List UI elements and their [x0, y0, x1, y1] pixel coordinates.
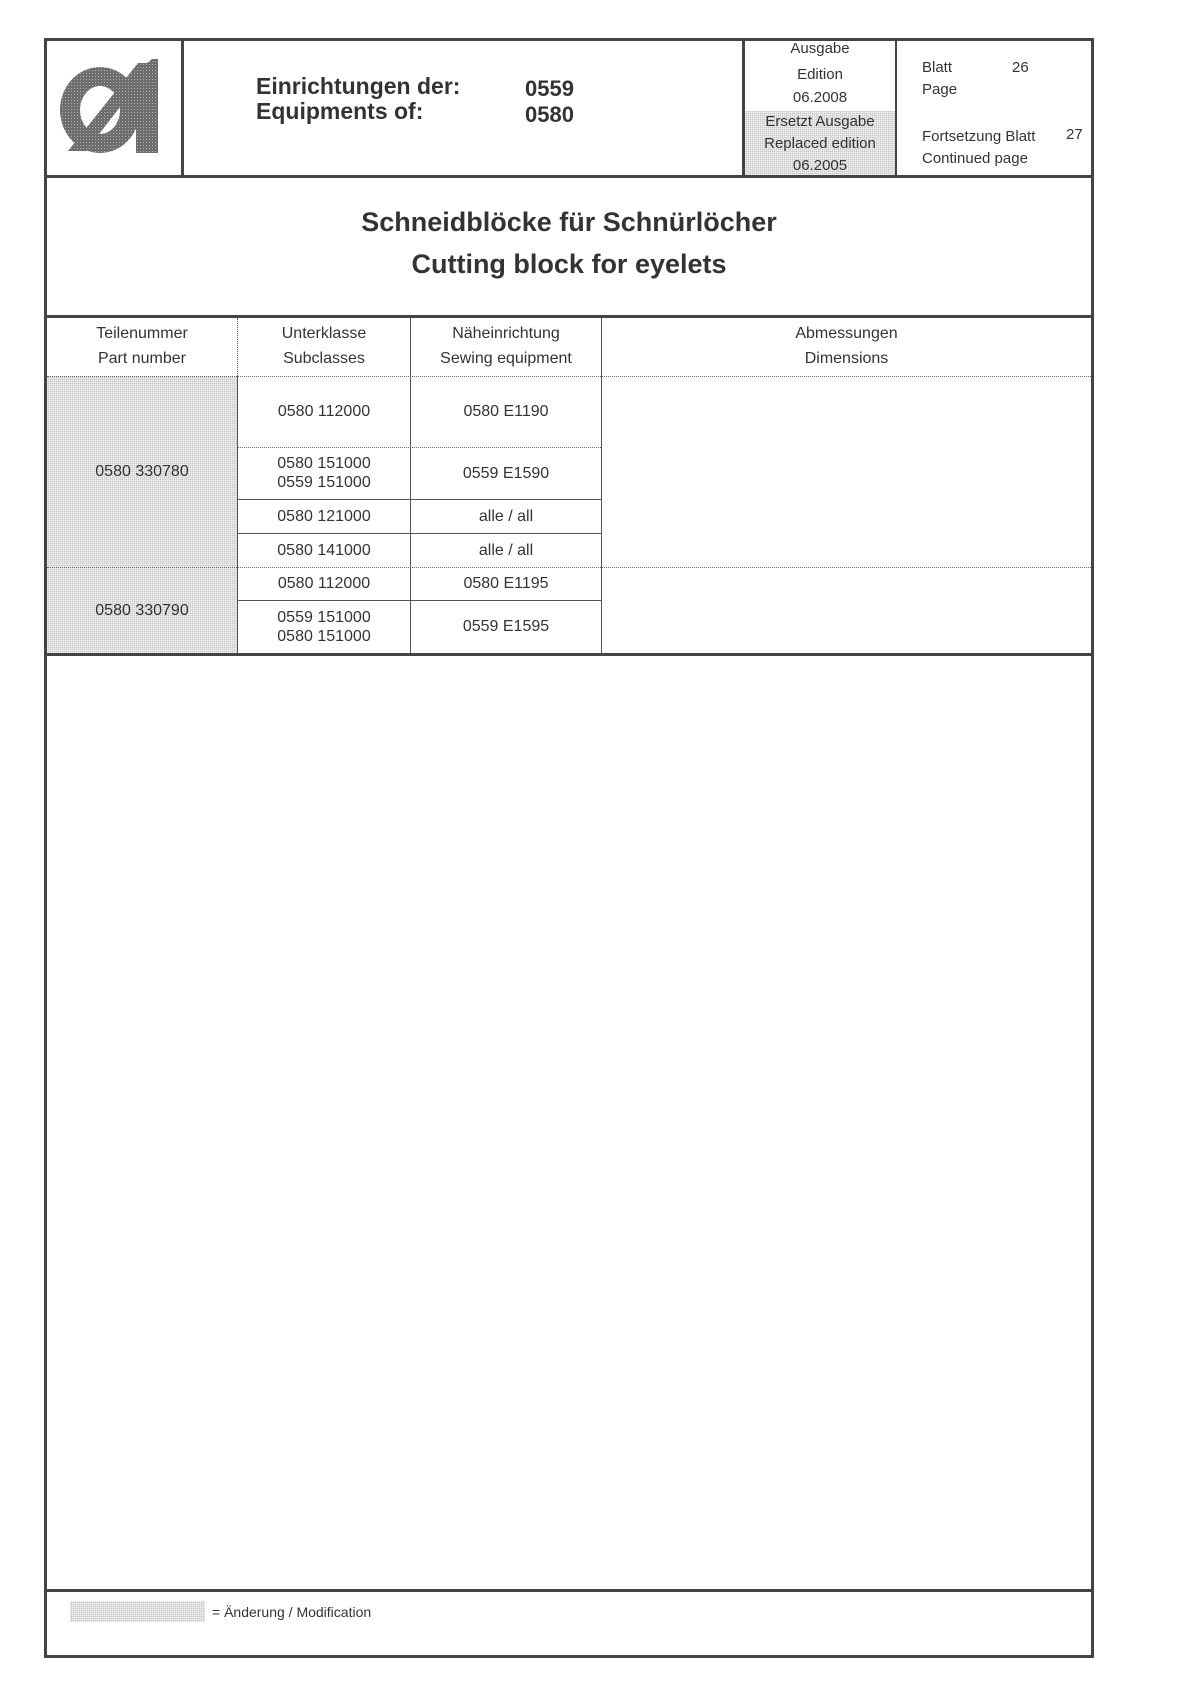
subclass-cell [238, 533, 410, 567]
col-header-equipment-de: Näheinrichtung [452, 325, 560, 342]
subclass: 0580 151000 [277, 627, 371, 645]
col-header-equipment [411, 321, 601, 371]
legend-swatch [70, 1601, 205, 1622]
equipment-cell [411, 447, 601, 499]
col-header-subclasses-de: Unterklasse [281, 325, 367, 342]
page-label-en: Page [922, 81, 958, 98]
col-header-part-number-en: Part number [97, 350, 187, 367]
subclass-cell [238, 499, 410, 533]
legend-text: = Änderung / Modification [212, 1604, 372, 1620]
equipment-cell [411, 499, 601, 533]
col-header-subclasses [238, 321, 410, 371]
col-header-dimensions-de: Abmessungen [795, 325, 898, 342]
subclass: 0580 112000 [277, 403, 371, 420]
equipment-cell [411, 600, 601, 653]
part-number: 0580 330790 [95, 601, 189, 619]
subclass: 0580 151000 [277, 455, 371, 472]
header-divider-logo [181, 38, 184, 178]
replaced-label-en: Replaced edition [764, 135, 876, 152]
subclass: 0580 121000 [277, 507, 371, 525]
part-number-cell [47, 567, 237, 653]
equipments-label-en: Equipments of: [256, 98, 424, 124]
subclass-cell [238, 447, 410, 499]
col-header-part-number-de: Teilenummer [96, 325, 188, 342]
equipment-cell [411, 533, 601, 567]
equipment: 0580 E1190 [463, 403, 549, 420]
equipment: 0559 E1590 [462, 464, 550, 482]
continued-value: 27 [1066, 126, 1083, 143]
col-header-part-number [47, 321, 237, 371]
subclass-cell [238, 600, 410, 653]
page-title-de: Schneidblöcke für Schnürlöcher [361, 207, 777, 237]
subclass-cell [238, 376, 410, 447]
title-bottom-rule [44, 315, 1094, 318]
subclass: 0559 151000 [277, 608, 371, 626]
col-header-dimensions-en: Dimensions [804, 350, 889, 367]
edition-label-en: Edition [797, 66, 843, 83]
footer-top-rule [44, 1589, 1094, 1592]
continued-label-de: Fortsetzung Blatt [922, 128, 1036, 145]
equipment: 0559 E1595 [462, 618, 550, 635]
edition-label-de: Ausgabe [790, 40, 850, 57]
col-header-subclasses-en: Subclasses [283, 350, 365, 367]
equipment-class-2: 0580 [525, 102, 574, 127]
page-title-en: Cutting block for eyelets [411, 249, 727, 279]
subclass: 0559 151000 [277, 474, 371, 491]
page-label-de: Blatt [922, 59, 953, 76]
header-bottom-rule [44, 175, 1094, 178]
part-number: 0580 330780 [95, 463, 189, 480]
page-value: 26 [1012, 59, 1029, 76]
edition-value: 06.2008 [792, 89, 848, 106]
equipment: 0580 E1195 [463, 575, 549, 592]
col-header-equipment-en: Sewing equipment [440, 350, 572, 367]
continued-label-en: Continued page [922, 150, 1028, 167]
part-number-cell [47, 376, 237, 567]
equipments-label-de: Einrichtungen der: [256, 73, 461, 99]
col-header-dimensions [602, 321, 1091, 371]
equipment-cell [411, 376, 601, 447]
replaced-value: 06.2005 [792, 157, 848, 174]
subclass: 0580 141000 [277, 541, 371, 559]
equipment: alle / all [478, 507, 534, 525]
equipment: alle / all [478, 541, 534, 559]
logo [56, 55, 174, 160]
replaced-label-de: Ersetzt Ausgabe [765, 113, 875, 130]
logo-icon [56, 55, 174, 160]
header-divider-page [895, 38, 897, 178]
table-bottom-rule [44, 653, 1094, 656]
equipment-class-1: 0559 [525, 76, 574, 101]
subclass: 0580 112000 [277, 575, 371, 592]
equipment-cell [411, 567, 601, 600]
subclass-cell [238, 567, 410, 600]
